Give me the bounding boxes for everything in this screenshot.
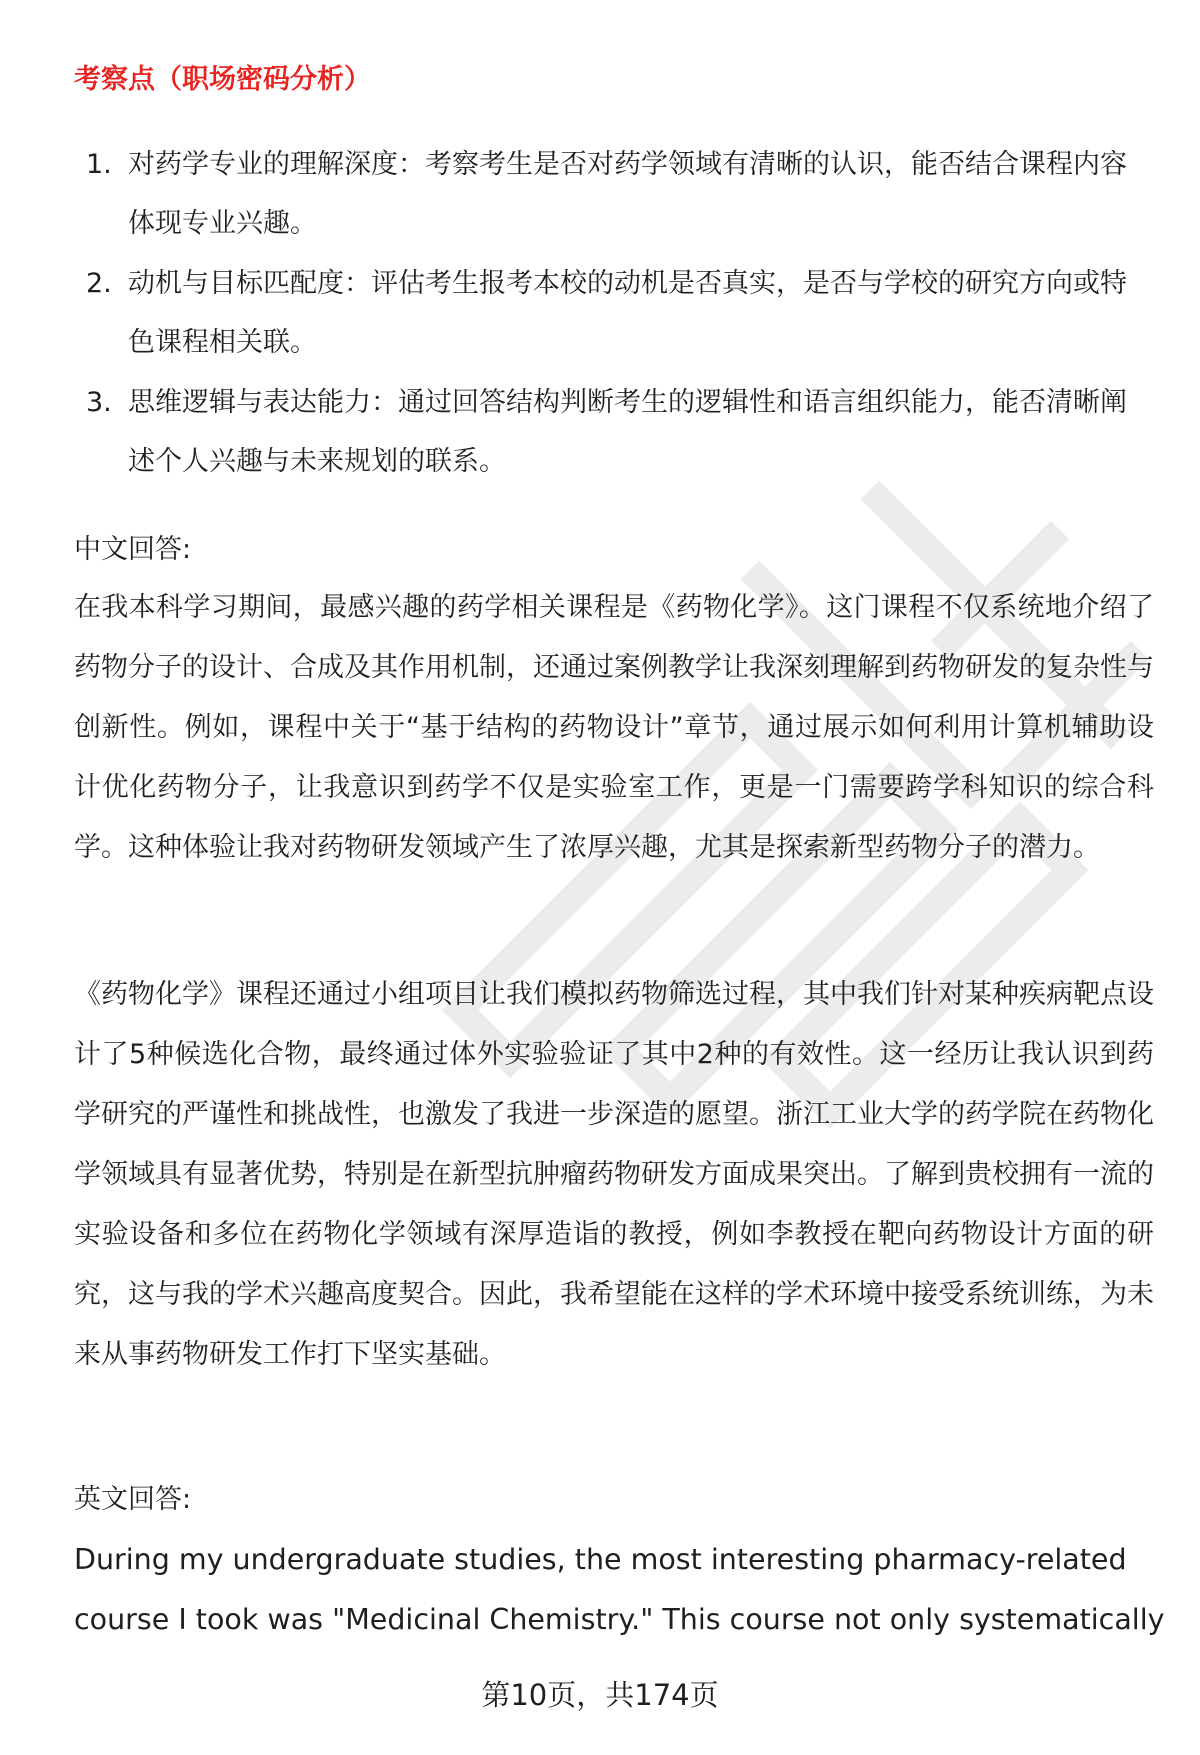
chinese-paragraph-2: 《药物化学》课程还通过小组项目让我们模拟药物筛选过程，其中我们针对某种疾病靶点设计了5种候选化合物，最终通过体外实验验证了其中2种的有效性。这一经历让我认识到药学研究的严谨性和挑战性，也激发了我进一步深造的愿望。浙江工业大学的药学院在药物化学领域具有显著优势，特别是在新型抗肿瘤药物研发方面成果突出。了解到贵校拥有一流的实验设备和多位在药物化学领域有深厚造诣的教授，例如李教授在靶向药物设计方面的研究，这与我的学术兴趣高度契合。因此，我希望能在这样的学术环境中接受系统训练，为未来从事药物研发工作打下坚实基础。 (74, 979, 1154, 1370)
list-item (80, 254, 1150, 372)
assessment-points-list (80, 135, 1150, 492)
chinese-answer-label: 中文回答: (74, 534, 192, 565)
list-item-number: 3. (86, 387, 112, 418)
list-item (80, 135, 1150, 253)
page-number-footer: 第10页，共174页 (481, 1678, 719, 1712)
section-heading: 考察点（职场密码分析） (74, 64, 371, 95)
english-line-1: During my undergraduate studies, the most interesting pharmacy-related (74, 1543, 1127, 1576)
list-item-text: 思维逻辑与表达能力：通过回答结构判断考生的逻辑性和语言组织能力，能否清晰阐述个人兴趣与未来规划的联系。 (128, 387, 1127, 477)
list-item-text: 对药学专业的理解深度：考察考生是否对药学领域有清晰的认识，能否结合课程内容体现专业兴趣。 (128, 149, 1127, 239)
list-item (80, 373, 1150, 491)
list-item-number: 1. (86, 149, 112, 180)
list-item-text: 动机与目标匹配度：评估考生报考本校的动机是否真实，是否与学校的研究方向或特色课程相关联。 (128, 268, 1127, 358)
english-answer-label: 英文回答: (74, 1484, 192, 1515)
list-item-number: 2. (86, 268, 112, 299)
chinese-paragraph-1: 在我本科学习期间，最感兴趣的药学相关课程是《药物化学》。这门课程不仅系统地介绍了药物分子的设计、合成及其作用机制，还通过案例教学让我深刻理解到药物研发的复杂性与创新性。例如，课程中关于“基于结构的药物设计”章节，通过展示如何利用计算机辅助设计优化药物分子，让我意识到药学不仅是实验室工作，更是一门需要跨学科知识的综合科学。这种体验让我对药物研发领域产生了浓厚兴趣，尤其是探索新型药物分子的潜力。 (74, 592, 1154, 863)
english-line-2: course I took was "Medicinal Chemistry." This course not only systematically (74, 1603, 1165, 1636)
